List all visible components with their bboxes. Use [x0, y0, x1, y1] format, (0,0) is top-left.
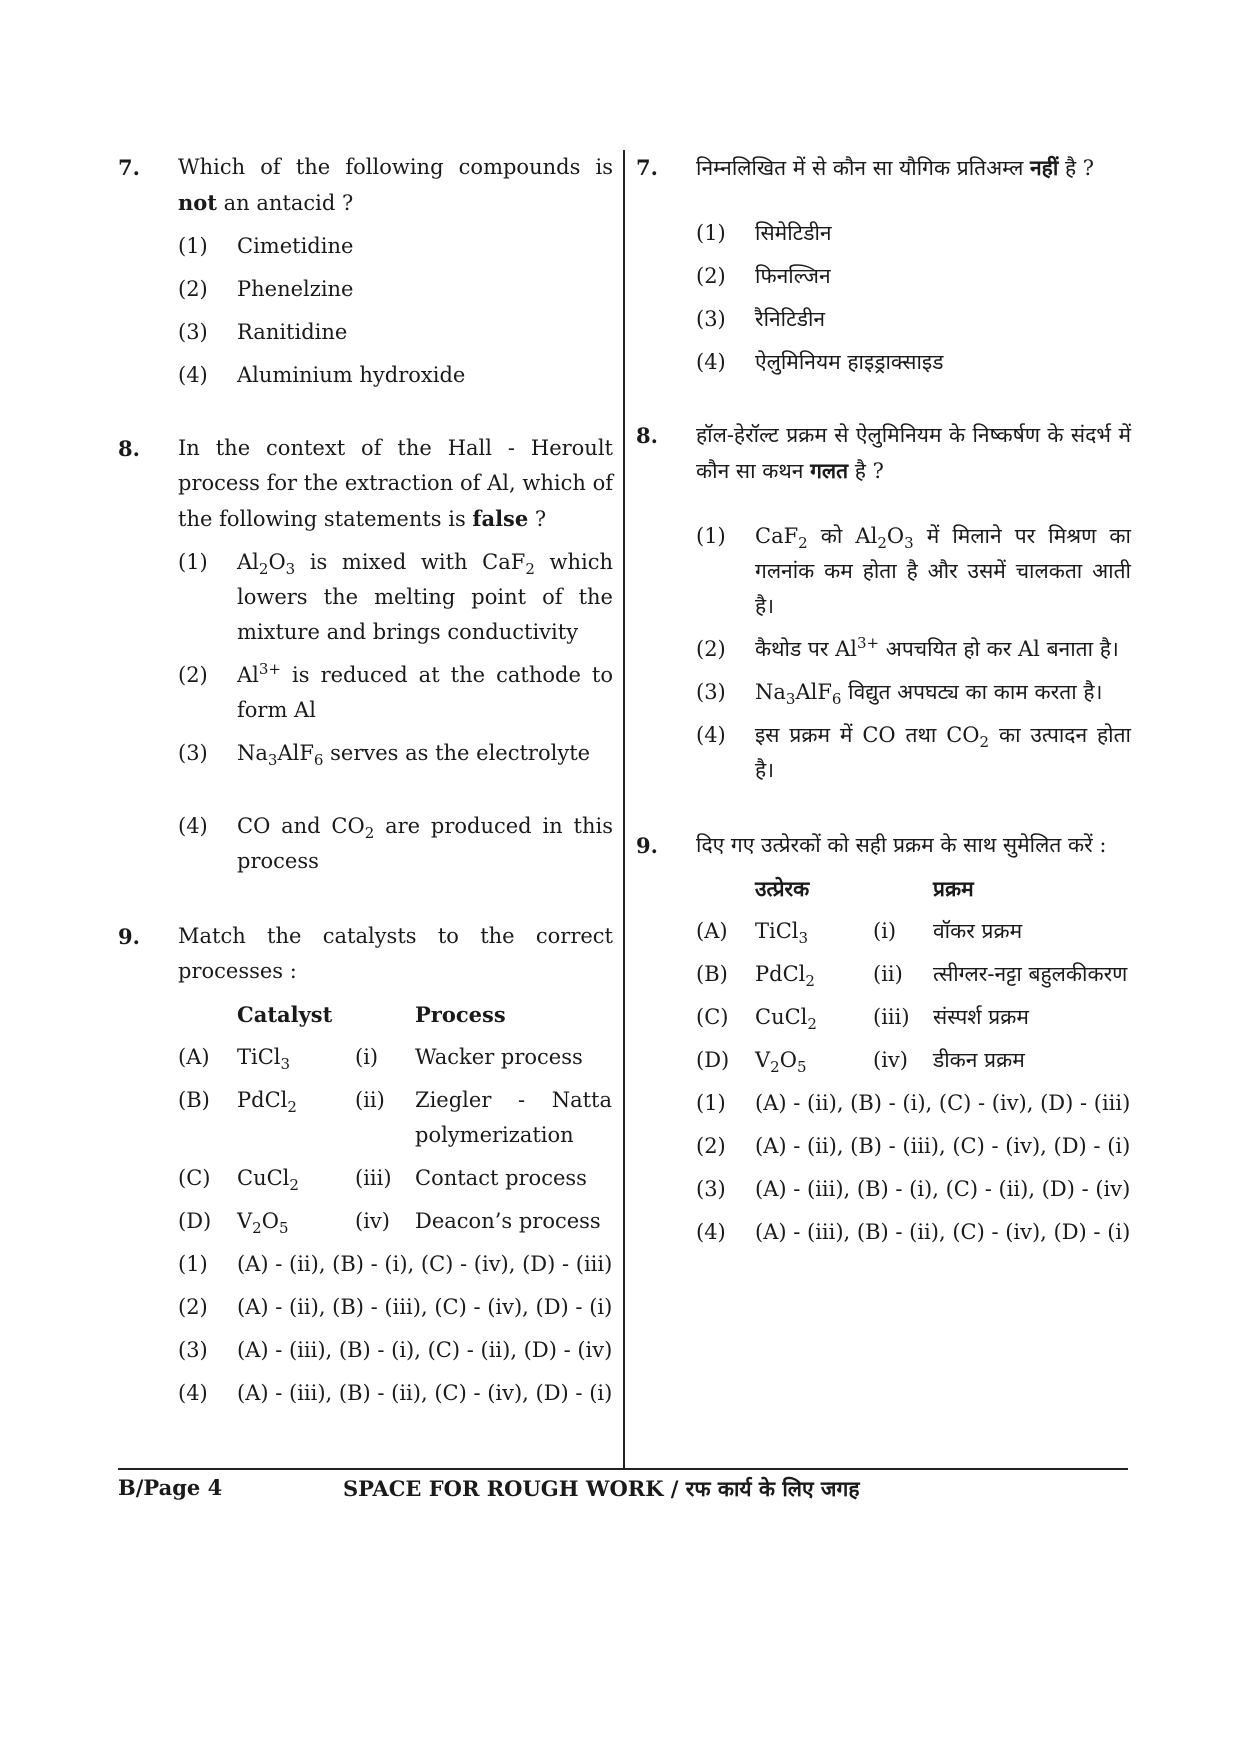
question-stem: हॉल-हेरॉल्ट प्रक्रम से ऐलुमिनियम के निष्कर्षण के संदर्भ में कौन सा कथन गलत है ? [696, 423, 1131, 483]
option: (3) Ranitidine [178, 320, 348, 344]
question-number: 9. [118, 924, 140, 949]
page-label: B/Page 4 [118, 1475, 223, 1500]
english-column [118, 150, 613, 1411]
rough-work-label: SPACE FOR ROUGH WORK / रफ कार्य के लिए जगह [343, 1476, 860, 1501]
question-number: 9. [636, 833, 658, 858]
question-number: 8. [118, 436, 140, 461]
question-7 [118, 150, 613, 221]
table-row: (A) TiCl$_3$ (i) वॉकर प्रक्रम [696, 919, 1023, 948]
question-9-hindi [636, 828, 1131, 863]
table-row: (D) $V_2O_5$ (iv) डीकन प्रक्रम [696, 1048, 1025, 1077]
option: (1) $Al_2O_3$ is mixed with CaF$_2$ which lowers the melting point of the mixture and brings conductivity [178, 550, 613, 644]
option: (4) CO and $CO_2$ are produced in this process [178, 814, 613, 873]
option: (4) (A) - (iii), (B) - (ii), (C) - (iv), (D) - (i) [696, 1220, 1131, 1244]
option: (2) फिनल्जिन [696, 264, 831, 288]
option: (3) $Na_3AlF_6$ विद्युत अपघट्य का काम करता है। [696, 680, 1103, 709]
option: (2) कैथोड पर $Al^{3+}$ अपचयित हो कर Al बनाता है। [696, 634, 1119, 661]
question-number: 7. [636, 155, 658, 180]
column-divider [623, 150, 625, 1468]
option: (3) $Na_3AlF_6$ serves as the electrolyte [178, 741, 591, 770]
table-row: (B) PdCl$_2$ (ii) त्सीग्लर-नट्टा बहुलकीकरण [696, 962, 1128, 991]
question-8-hindi [636, 418, 1131, 489]
option: (3) (A) - (iii), (B) - (i), (C) - (ii), (D) - (iv) [178, 1338, 613, 1362]
question-9 [118, 919, 613, 989]
option: (2) Phenelzine [178, 277, 354, 301]
question-number: 8. [636, 423, 658, 448]
option: (4) ऐलुमिनियम हाइड्राक्साइड [696, 350, 944, 374]
question-stem: दिए गए उत्प्रेरकों को सही प्रक्रम के साथ सुमेलित करें : [696, 833, 1107, 857]
option: (1) सिमेटिडीन [696, 221, 832, 245]
table-row: (A) TiCl$_3$ (i) Wacker process [178, 1045, 583, 1074]
hindi-column [636, 150, 1131, 1250]
table-row: (C) CuCl$_2$ (iii) Contact process [178, 1166, 587, 1195]
table-row: (C) CuCl$_2$ (iii) संस्पर्श प्रक्रम [696, 1005, 1029, 1034]
match-table: उत्प्रेरक प्रक्रम (A) TiCl$_3$ (i) वॉकर प्रक्रम (B) PdCl$_2$ (ii) त्सीग्लर-नट्टा बहुलकीकरण (C) CuCl$_2$ (iii) संस्पर्श प्रक्रम (D) $V_2O_5$ (iv) डीकन प्रक्रम [696, 871, 1130, 1086]
option: (4) इस प्रक्रम में CO तथा $CO_2$ का उत्पादन होता है। [696, 723, 1131, 782]
option: (2) (A) - (ii), (B) - (iii), (C) - (iv), (D) - (i) [696, 1134, 1131, 1158]
option: (3) (A) - (iii), (B) - (i), (C) - (ii), (D) - (iv) [696, 1177, 1131, 1201]
option: (3) रैनिटिडीन [696, 307, 826, 331]
footer-rule [118, 1468, 1128, 1470]
option: (2) $Al^{3+}$ is reduced at the cathode to form Al [178, 660, 613, 722]
option: (1) CaF$_2$ को $Al_2O_3$ में मिलाने पर मिश्रण का गलनांक कम होता है और उसमें चालकता आती है। [696, 524, 1131, 618]
option: (4) Aluminium hydroxide [178, 363, 466, 387]
question-8 [118, 431, 613, 537]
table-row: (D) $V_2O_5$ (iv) Deacon’s process [178, 1209, 601, 1238]
table-row: (B) PdCl$_2$ (ii) Ziegler - Natta polymerization [178, 1088, 612, 1147]
question-number: 7. [118, 155, 140, 180]
question-7-hindi [636, 150, 1131, 186]
match-table: Catalyst Process (A) TiCl$_3$ (i) Wacker process (B) PdCl$_2$ (ii) Ziegler - Natta polymerization (C) CuCl$_2$ (iii) Contact process (D) $V_2O_5$ (iv) Deacon’s process [178, 997, 612, 1247]
question-stem: In the context of the Hall - Heroult process for the extraction of Al, which of the following statements is false ? [178, 436, 613, 531]
option: (1) (A) - (ii), (B) - (i), (C) - (iv), (D) - (iii) [696, 1091, 1131, 1115]
option: (1) (A) - (ii), (B) - (i), (C) - (iv), (D) - (iii) [178, 1252, 613, 1276]
question-stem: निम्नलिखित में से कौन सा यौगिक प्रतिअम्ल नहीं है ? [696, 155, 1095, 180]
option: (4) (A) - (iii), (B) - (ii), (C) - (iv), (D) - (i) [178, 1381, 613, 1405]
option: (1) Cimetidine [178, 234, 354, 258]
question-stem: Which of the following compounds is not an antacid ? [178, 155, 613, 215]
question-stem: Match the catalysts to the correct processes : [178, 924, 613, 983]
option: (2) (A) - (ii), (B) - (iii), (C) - (iv), (D) - (i) [178, 1295, 613, 1319]
